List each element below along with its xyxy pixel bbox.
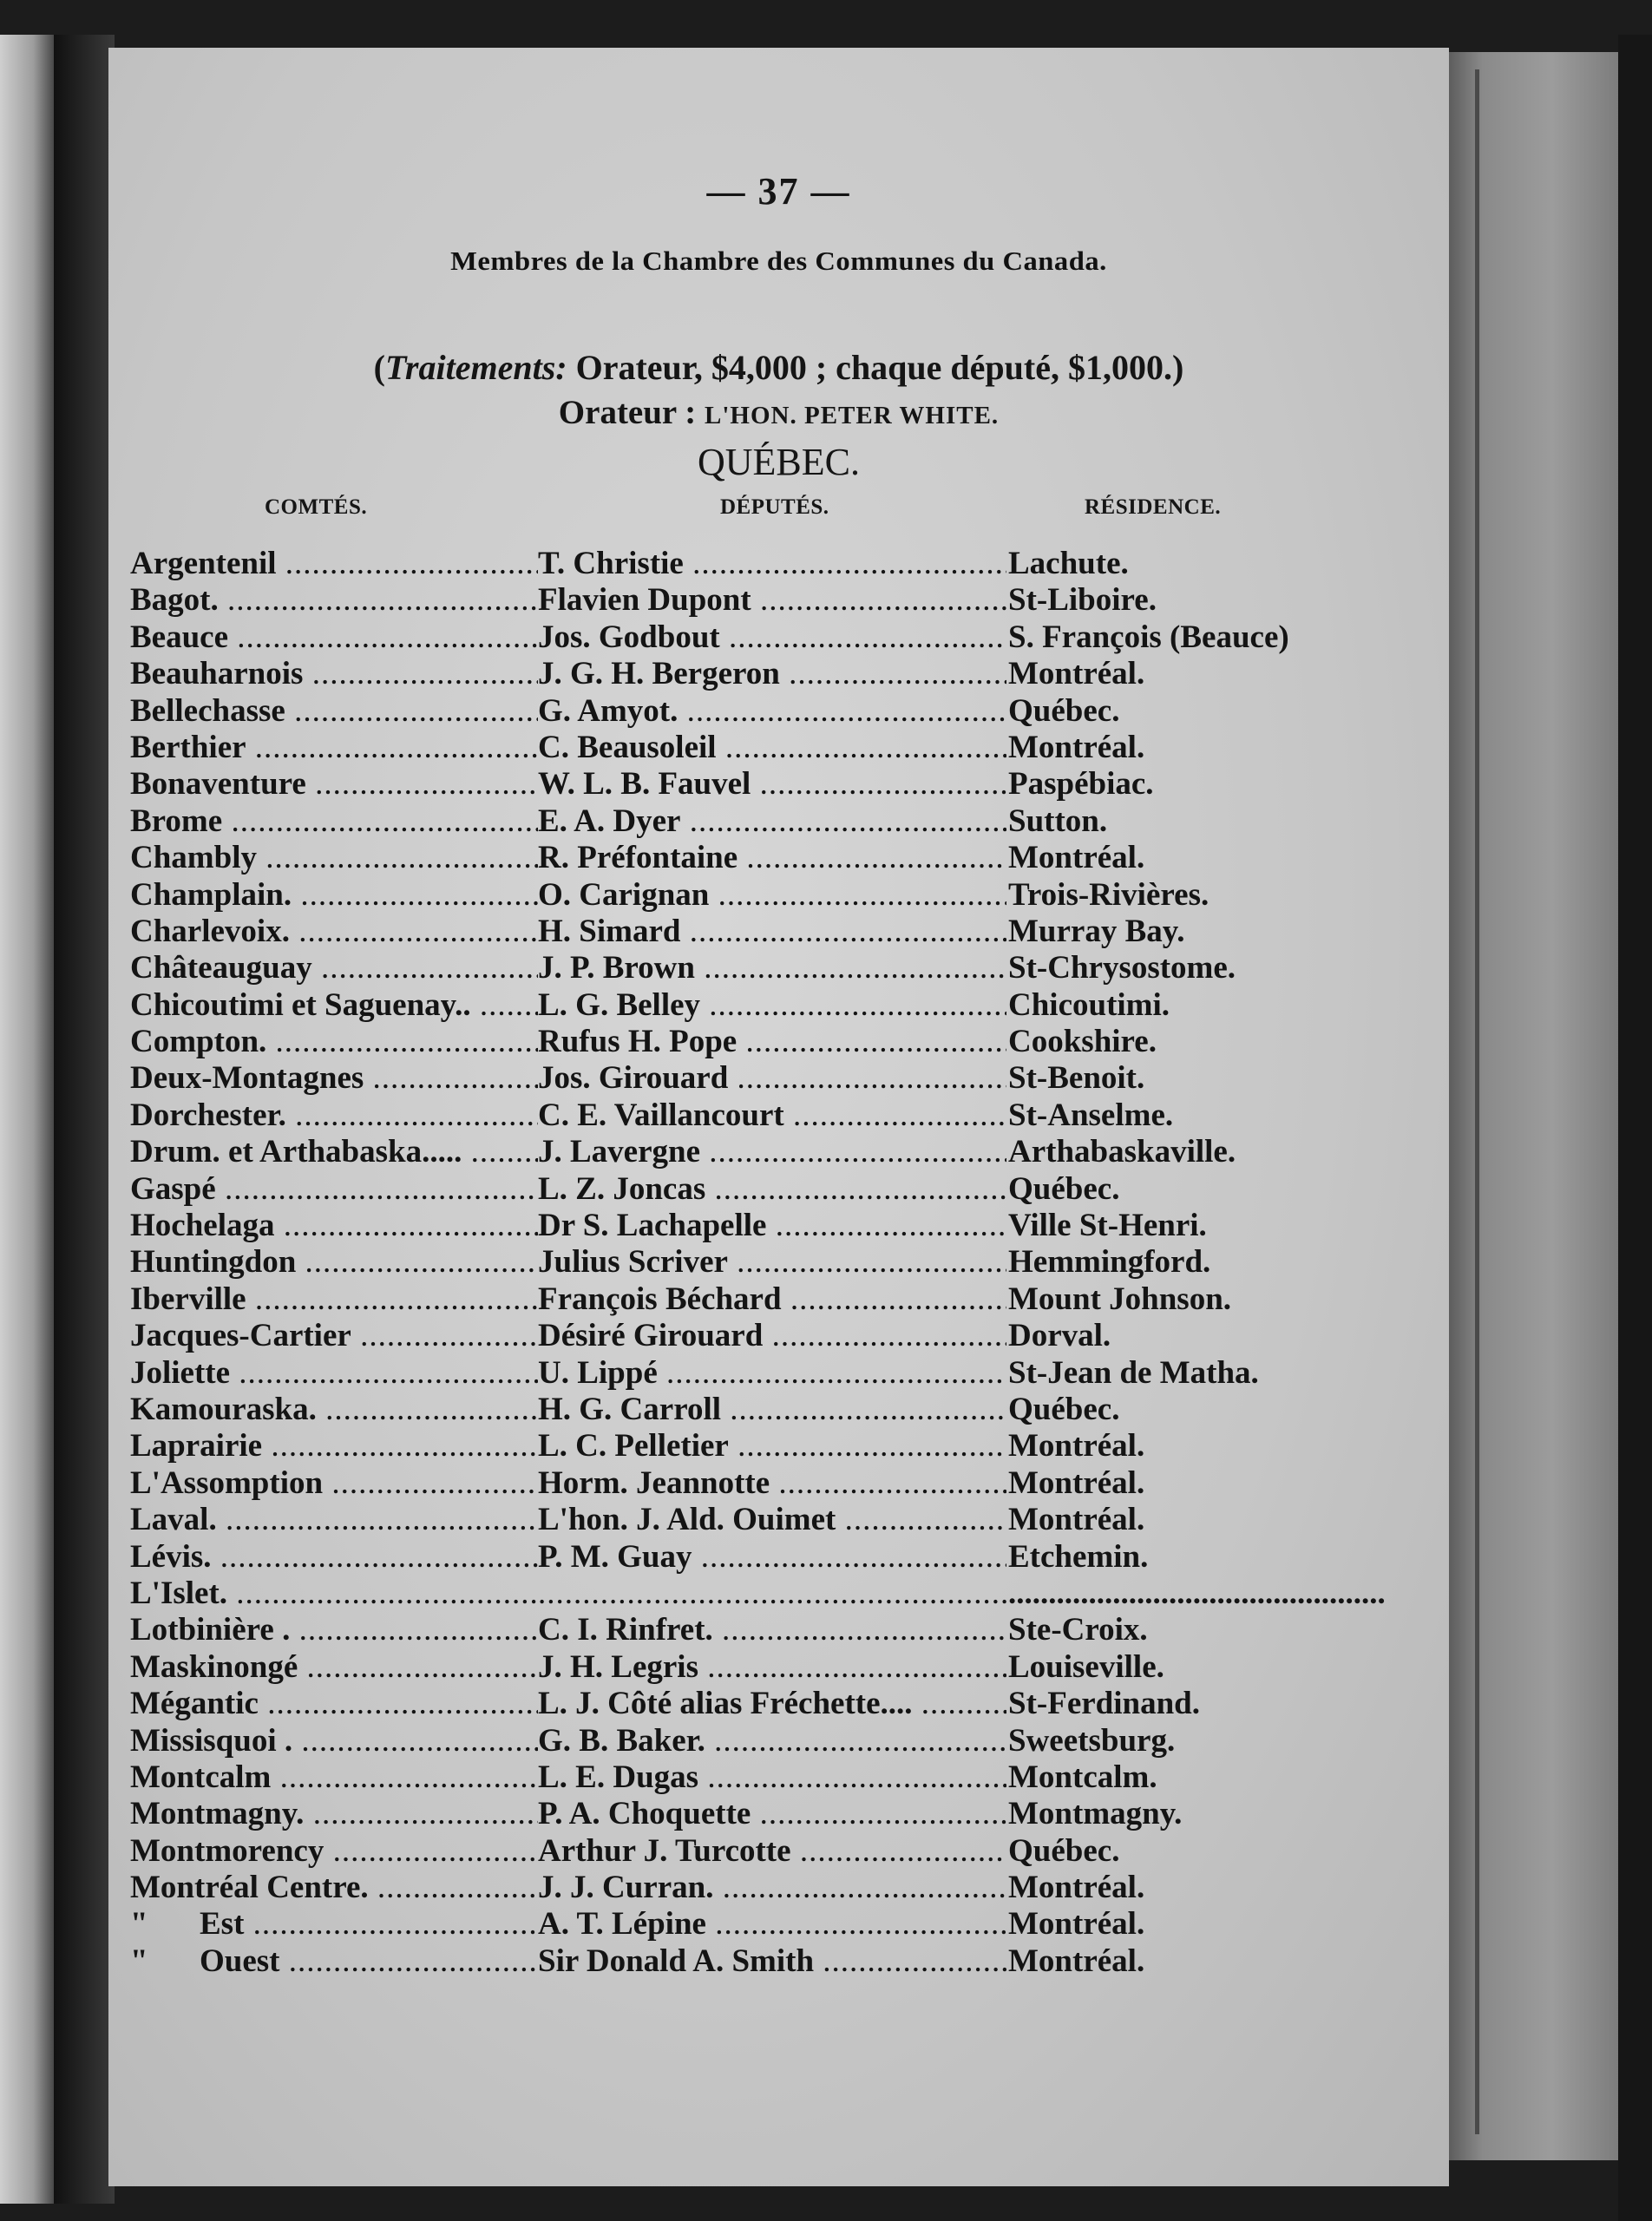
deputy-cell [538, 1759, 1006, 1796]
deputy-cell [538, 1870, 1006, 1906]
book-spine-shadow [54, 35, 115, 2204]
residence-cell: Hemmingford. [1008, 1244, 1211, 1281]
residence-cell: Montréal. [1008, 1464, 1145, 1501]
county-name: L'Islet. [130, 1575, 228, 1611]
county-cell [130, 950, 538, 986]
speaker-name: L'HON. PETER WHITE. [705, 402, 1000, 429]
deputy-name: C. I. Rinfret. [538, 1612, 713, 1648]
county-cell [130, 1465, 538, 1502]
table-row [130, 1097, 1414, 1134]
deputy-name: G. Amyot. [538, 692, 678, 729]
deputy-cell [538, 582, 1006, 619]
deputy-name: J. Lavergne [538, 1134, 701, 1170]
county-cell [130, 546, 538, 582]
deputy-cell [538, 1024, 1006, 1060]
table-row [130, 1281, 1414, 1318]
table-row [130, 766, 1414, 803]
residence-cell: Québec. [1008, 692, 1120, 729]
county-cell [130, 840, 538, 876]
table-row [130, 840, 1414, 876]
residence-cell: S. François (Beauce) [1008, 619, 1289, 655]
column-header-residence: RÉSIDENCE. [1085, 495, 1222, 519]
residence-cell: St-Jean de Matha. [1008, 1354, 1259, 1391]
deputy-name: J. H. Legris [538, 1648, 698, 1685]
table-row [130, 914, 1414, 950]
residence-cell: St-Benoit. [1008, 1060, 1145, 1097]
county-name: Laval. [130, 1502, 217, 1538]
table-row [130, 1870, 1414, 1906]
page-number: — 37 — [706, 170, 851, 213]
county-name: Hochelaga [130, 1208, 275, 1244]
deputy-name: J. G. H. Bergeron [538, 656, 780, 692]
county-cell [130, 766, 538, 803]
deputy-cell [538, 1539, 1006, 1576]
deputy-name: J. P. Brown [538, 950, 695, 986]
table-row [130, 1060, 1414, 1097]
deputy-cell [538, 1244, 1006, 1281]
deputy-name: H. Simard [538, 913, 681, 949]
residence-cell: Cookshire. [1008, 1024, 1157, 1060]
county-name: Ouest [200, 1943, 280, 1979]
residence-cell: St-Chrysostome. [1008, 950, 1236, 986]
county-name: Argentenil [130, 546, 277, 581]
residence-cell: Montréal. [1008, 1502, 1145, 1538]
county-name: Bagot. [130, 582, 219, 619]
county-cell [130, 1759, 538, 1796]
county-name: Est [200, 1906, 245, 1943]
residence-cell: Ste-Croix. [1008, 1612, 1148, 1648]
county-name: Montmagny. [130, 1796, 305, 1832]
deputy-name: L. E. Dugas [538, 1759, 699, 1795]
county-cell [130, 1649, 538, 1686]
deputy-cell [538, 950, 1006, 986]
deputy-name: P. A. Choquette [538, 1796, 751, 1832]
table-row [130, 1686, 1414, 1722]
column-header-deputy: DÉPUTÉS. [720, 495, 829, 519]
deputy-name: P. M. Guay [538, 1538, 692, 1575]
table-row [130, 730, 1414, 766]
residence-cell: St-Liboire. [1008, 582, 1157, 619]
speaker-line [108, 393, 1449, 432]
residence-cell: Sweetsburg. [1008, 1722, 1176, 1759]
deputy-name: L. C. Pelletier [538, 1428, 729, 1464]
residence-cell: Arthabaskaville. [1008, 1134, 1236, 1170]
residence-cell: Montcalm. [1008, 1759, 1157, 1795]
deputy-cell [538, 1171, 1006, 1208]
deputy-name: O. Carignan [538, 876, 710, 913]
deputy-name: Dr S. Lachapelle [538, 1208, 767, 1244]
county-name: Chicoutimi et Saguenay.. [130, 986, 471, 1023]
county-cell [130, 1134, 538, 1170]
county-cell [130, 1244, 538, 1281]
residence-cell: Montréal. [1008, 1906, 1145, 1943]
deputy-cell [538, 1318, 1006, 1354]
table-row [130, 1318, 1414, 1354]
deputy-cell [538, 1833, 1006, 1870]
deputy-cell [538, 1502, 1006, 1538]
residence-cell: Paspébiac. [1008, 766, 1154, 803]
table-row [130, 1355, 1414, 1392]
table-row [130, 803, 1414, 840]
deputy-name: Horm. Jeannotte [538, 1464, 770, 1501]
deputy-name: François Béchard [538, 1281, 782, 1317]
county-cell [130, 1723, 538, 1759]
column-header-county: COMTÉS. [265, 495, 368, 519]
county-cell [130, 914, 538, 950]
residence-cell: Montréal. [1008, 729, 1145, 765]
residence-cell: Québec. [1008, 1832, 1120, 1869]
deputy-cell [538, 1906, 1006, 1943]
residence-cell: Louiseville. [1008, 1648, 1164, 1685]
table-row [130, 1244, 1414, 1281]
county-cell [130, 1539, 538, 1576]
speaker-label: Orateur : [558, 394, 697, 431]
table-row [130, 1576, 1414, 1612]
table-row [130, 693, 1414, 730]
county-cell [130, 693, 538, 730]
deputy-name: L. J. Côté alias Fréchette.... [538, 1686, 913, 1722]
deputy-name: Désiré Girouard [538, 1318, 764, 1354]
county-name: Montcalm [130, 1759, 272, 1795]
county-cell [130, 619, 538, 656]
residence-cell: Mount Johnson. [1008, 1281, 1232, 1317]
table-row [130, 1723, 1414, 1759]
county-cell [130, 1171, 538, 1208]
county-name: Laprairie [130, 1428, 263, 1464]
table-row [130, 1024, 1414, 1060]
salaries-line: (Traitements: Orateur, $4,000 ; chaque député, $1,000.) [373, 348, 1184, 387]
deputy-name: G. B. Baker. [538, 1722, 705, 1759]
deputy-name: L'hon. J. Ald. Ouimet [538, 1502, 836, 1538]
table-row [130, 1208, 1414, 1244]
table-row [130, 1428, 1414, 1464]
county-name: Berthier [130, 729, 246, 765]
deputy-cell [538, 1649, 1006, 1686]
deputy-cell [538, 1686, 1006, 1722]
residence-cell: ............................................... [1008, 1575, 1386, 1611]
county-cell [130, 582, 538, 619]
deputy-cell [538, 1428, 1006, 1464]
table-row [130, 1906, 1414, 1943]
residence-cell: Montmagny. [1008, 1796, 1183, 1832]
deputy-cell [538, 1465, 1006, 1502]
deputy-name: Jos. Godbout [538, 619, 720, 655]
table-row [130, 1171, 1414, 1208]
county-cell [130, 1906, 538, 1943]
residence-cell: Murray Bay. [1008, 913, 1185, 949]
deputy-cell [538, 619, 1006, 656]
county-name: Chambly [130, 840, 257, 876]
ditto-mark: " [130, 1906, 148, 1943]
deputy-name: Arthur J. Turcotte [538, 1832, 791, 1869]
county-name: Bellechasse [130, 692, 285, 729]
county-cell [130, 1392, 538, 1428]
county-name: Joliette [130, 1354, 231, 1391]
county-name: Montréal Centre. [130, 1870, 369, 1906]
deputy-cell [538, 1392, 1006, 1428]
county-cell [130, 1428, 538, 1464]
deputy-name: Julius Scriver [538, 1244, 728, 1281]
table-row [130, 582, 1414, 619]
table-row [130, 1612, 1414, 1648]
county-name: Lévis. [130, 1538, 212, 1575]
ditto-mark: " [130, 1943, 148, 1979]
table-row [130, 1943, 1414, 1980]
county-name: Iberville [130, 1281, 246, 1317]
deputy-cell [538, 1612, 1006, 1648]
scan-border [1618, 35, 1652, 2221]
county-name: Huntingdon [130, 1244, 297, 1281]
county-cell [130, 1833, 538, 1870]
table-row [130, 1759, 1414, 1796]
province-title: QUÉBEC. [698, 441, 860, 483]
county-cell [130, 877, 538, 914]
table-row [130, 656, 1414, 692]
county-name: Mégantic [130, 1686, 259, 1722]
table-row [130, 1392, 1414, 1428]
table-row [130, 1539, 1414, 1576]
county-cell [130, 1502, 538, 1538]
deputy-name: L. G. Belley [538, 986, 701, 1023]
page-edge-line [1475, 69, 1479, 2134]
table-row [130, 1465, 1414, 1502]
county-name: Jacques-Cartier [130, 1318, 351, 1354]
deputy-cell [538, 803, 1006, 840]
deputy-cell [538, 1576, 1006, 1612]
table-row [130, 1502, 1414, 1538]
residence-cell: St-Anselme. [1008, 1097, 1174, 1133]
deputy-name: J. J. Curran. [538, 1870, 714, 1906]
residence-cell: Etchemin. [1008, 1538, 1149, 1575]
county-cell [130, 1686, 538, 1722]
county-cell [130, 1612, 538, 1648]
left-page-edge [0, 35, 61, 2204]
table-row [130, 619, 1414, 656]
county-name: Beauharnois [130, 656, 304, 692]
residence-cell: Trois-Rivières. [1008, 876, 1210, 913]
county-name: Deux-Montagnes [130, 1060, 364, 1097]
residence-cell: Québec. [1008, 1391, 1120, 1427]
salaries-label: Traitements: [384, 348, 567, 387]
deputy-cell [538, 730, 1006, 766]
county-name: Gaspé [130, 1170, 216, 1207]
county-cell [130, 1060, 538, 1097]
county-cell [130, 803, 538, 840]
page-heading: Membres de la Chambre des Communes du Canada. [450, 246, 1107, 276]
county-name: Kamouraska. [130, 1391, 317, 1427]
residence-cell: Montréal. [1008, 1428, 1145, 1464]
deputy-cell [538, 877, 1006, 914]
county-cell [130, 1943, 538, 1980]
deputy-cell [538, 1208, 1006, 1244]
county-cell [130, 1318, 538, 1354]
county-cell [130, 1576, 538, 1612]
deputy-cell [538, 546, 1006, 582]
deputy-name: Sir Donald A. Smith [538, 1943, 815, 1979]
table-row [130, 1649, 1414, 1686]
deputy-name: U. Lippé [538, 1354, 658, 1391]
deputy-cell [538, 766, 1006, 803]
deputy-cell [538, 1097, 1006, 1134]
table-row [130, 877, 1414, 914]
deputy-name: C. E. Vaillancourt [538, 1097, 784, 1133]
deputy-name: Rufus H. Pope [538, 1024, 738, 1060]
residence-cell: Lachute. [1008, 546, 1129, 581]
county-name: Compton. [130, 1024, 267, 1060]
deputy-name: Flavien Dupont [538, 582, 751, 619]
county-cell [130, 1796, 538, 1832]
deputy-cell [538, 1723, 1006, 1759]
deputy-cell [538, 1134, 1006, 1170]
table-row [130, 1796, 1414, 1832]
deputy-cell [538, 987, 1006, 1024]
county-name: Châteauguay [130, 950, 312, 986]
county-cell [130, 656, 538, 692]
residence-cell: Montréal. [1008, 1943, 1145, 1979]
deputy-name: C. Beausoleil [538, 729, 717, 765]
deputy-cell [538, 1355, 1006, 1392]
table-row [130, 950, 1414, 986]
county-name: L'Assomption [130, 1464, 324, 1501]
county-name: Charlevoix. [130, 913, 290, 949]
county-cell [130, 1355, 538, 1392]
deputy-name: H. G. Carroll [538, 1391, 722, 1427]
deputy-cell [538, 1281, 1006, 1318]
county-name: Champlain. [130, 876, 292, 913]
deputy-cell [538, 1060, 1006, 1097]
deputy-name: E. A. Dyer [538, 803, 681, 839]
residence-cell: St-Ferdinand. [1008, 1686, 1201, 1722]
book-page-edges [1445, 52, 1622, 2160]
salaries-text: Orateur, $4,000 ; chaque député, $1,000.) [575, 348, 1184, 387]
document-page [108, 48, 1449, 2186]
county-cell [130, 1097, 538, 1134]
residence-cell: Chicoutimi. [1008, 986, 1170, 1023]
county-cell [130, 730, 538, 766]
county-name: Beauce [130, 619, 229, 655]
deputy-cell [538, 840, 1006, 876]
deputy-name: Jos. Girouard [538, 1060, 729, 1097]
county-name: Dorchester. [130, 1097, 286, 1133]
residence-cell: Montréal. [1008, 656, 1145, 692]
county-cell [130, 1870, 538, 1906]
residence-cell: Dorval. [1008, 1318, 1111, 1354]
residence-cell: Ville St-Henri. [1008, 1208, 1207, 1244]
county-name: Missisquoi . [130, 1722, 293, 1759]
deputy-name: R. Préfontaine [538, 840, 738, 876]
county-name: Drum. et Arthabaska..... [130, 1134, 462, 1170]
residence-cell: Montréal. [1008, 840, 1145, 876]
deputy-cell [538, 656, 1006, 692]
county-cell [130, 1281, 538, 1318]
county-cell [130, 987, 538, 1024]
residence-cell: Sutton. [1008, 803, 1108, 839]
county-cell [130, 1024, 538, 1060]
county-cell [130, 1208, 538, 1244]
deputy-name: L. Z. Joncas [538, 1170, 706, 1207]
deputy-cell [538, 693, 1006, 730]
county-name: Brome [130, 803, 223, 839]
residence-cell: Québec. [1008, 1170, 1120, 1207]
table-row [130, 1833, 1414, 1870]
county-name: Lotbinière . [130, 1612, 291, 1648]
county-name: Maskinongé [130, 1648, 298, 1685]
deputy-cell [538, 1796, 1006, 1832]
deputies-table [130, 546, 1414, 1980]
table-row [130, 1134, 1414, 1170]
table-row [130, 546, 1414, 582]
county-name: Bonaventure [130, 766, 306, 803]
residence-cell: Montréal. [1008, 1870, 1145, 1906]
deputy-name: A. T. Lépine [538, 1906, 706, 1943]
deputy-name: W. L. B. Fauvel [538, 766, 751, 803]
deputy-cell [538, 1943, 1006, 1980]
deputy-cell [538, 914, 1006, 950]
table-row [130, 987, 1414, 1024]
deputy-name: T. Christie [538, 546, 684, 581]
county-name: Montmorency [130, 1832, 324, 1869]
